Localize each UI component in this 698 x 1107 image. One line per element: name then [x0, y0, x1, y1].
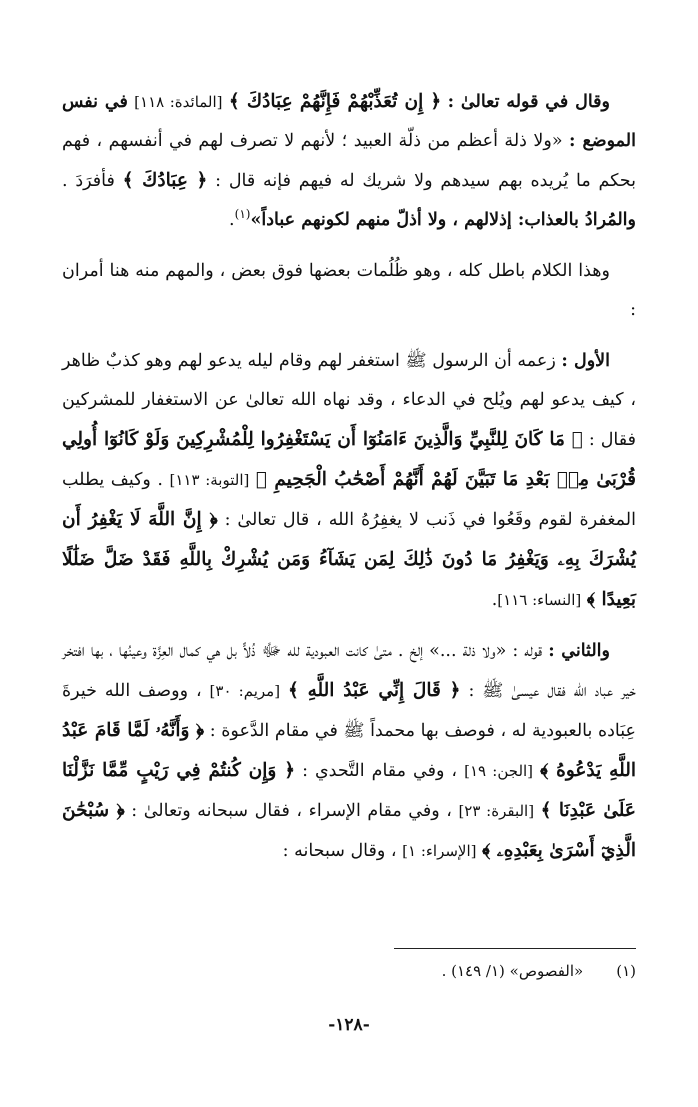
body-text: ، وقال سبحانه :	[282, 841, 397, 861]
footnote	[62, 958, 636, 984]
emphasis-text: والمُرادُ بالعذاب: إذلالهم ، ولا أذلّ منهم لكونهم عباداً»	[250, 210, 636, 230]
paragraph-4	[62, 632, 636, 871]
paragraph-3	[62, 342, 636, 620]
quran-verse: ﴿ سُبْحَٰنَ الَّذِيٓ أَسْرَىٰ بِعَبْدِهِۦ ﴾	[62, 800, 636, 861]
footnote-text: «الفصوص» (١/ ١٤٩) .	[441, 962, 584, 980]
page-number: -١٢٨-	[328, 1015, 370, 1035]
quran-verse: ﴿ مَا كَانَ لِلنَّبِيِّ وَالَّذِينَ ءَامَنُوٓا أَن يَسْتَغْفِرُوا لِلْمُشْرِكِينَ وَلَوْ كَانُوٓا أُولِي قُرْبَىٰ مِنۢ بَعْدِ مَا تَبَيَّنَ لَهُمْ أَنَّهُمْ أَصْحَٰبُ الْجَحِيمِ ﴾	[62, 429, 636, 490]
quran-verse: ﴿ عِبَادُكَ ﴾	[122, 170, 208, 191]
body-text: «ولا ذلة أعظم من ذلّة العبيد ؛ لأنهم لا تصرف لهم في أنفسهم ، فهم بحكم ما يُريده بهم سيدهم ولا شريك له فيهم فإنه قال :	[62, 131, 636, 191]
footnote-number: (١)	[616, 962, 636, 980]
verse-reference: [التوبة: ١١٣]	[169, 471, 250, 489]
main-text	[62, 82, 636, 875]
verse-reference: [المائدة: ١١٨]	[134, 93, 223, 111]
quran-verse: ﴿ وَإِن كُنتُمْ فِي رَيْبٍ مِّمَّا نَزَّلْنَا عَلَىٰ عَبْدِنَا ﴾	[62, 760, 636, 821]
body-text: ، وفي مقام الإسراء ، فقال سبحانه وتعالىٰ :	[131, 801, 452, 821]
verse-reference: [الجن: ١٩]	[464, 762, 534, 780]
paragraph-lead: الأول :	[561, 351, 610, 371]
emphasis-text: في نفس الموضع :	[62, 92, 636, 151]
quran-verse: ﴿ وَأَنَّهُۥ لَمَّا قَامَ عَبْدُ اللَّهِ يَدْعُوهُ ﴾	[62, 720, 636, 781]
verse-reference: [مريم: ٣٠]	[209, 682, 281, 700]
verse-reference: [الإسراء: ١]	[402, 842, 477, 860]
body-text: .	[491, 590, 498, 610]
paragraph-lead: والثاني :	[548, 641, 610, 661]
body-text: زعمه أن الرسول ﷺ استغفر لهم وقام ليله يدعو لهم وهو كذبٌ ظاهر ، كيف يدعو لهم ويُلح في الدعاء ، وقد نهاه الله تعالىٰ عن الاستغفار للمشركين فقال :	[62, 351, 636, 450]
body-text: وهذا الكلام باطل كله ، وهو ظُلُمات بعضها فوق بعض ، والمهم منه هنا أمران :	[62, 261, 636, 320]
quran-verse: ﴿ إِنَّ اللَّهَ لَا يَغْفِرُ أَن يُشْرَكَ بِهِۦ وَيَغْفِرُ مَا دُونَ ذَٰلِكَ لِمَن يَشَآءُ وَمَن يُشْرِكْ بِاللَّهِ فَقَدْ ضَلَّ ضَلَٰلًا بَعِيدًا ﴾	[62, 509, 636, 610]
footnote-marker[interactable]: (١)	[234, 207, 251, 222]
paragraph-1	[62, 82, 636, 240]
body-text: ، ووصف الله خيرةَ عِبَاده بالعبودية له ، فوصف بها محمداً ﷺ في مقام الدَّعوة :	[62, 681, 636, 741]
quran-verse: ﴿ إِن تُعَذِّبْهُمْ فَإِنَّهُمْ عِبَادُكَ ﴾	[228, 91, 442, 112]
footnote-divider	[394, 948, 636, 949]
body-text: ، وفي مقام التَّحدي :	[302, 761, 458, 781]
quran-verse: ﴿ قَالَ إِنِّي عَبْدُ اللَّهِ ﴾	[287, 680, 461, 701]
paragraph-lead: وقال في قوله تعالىٰ :	[447, 92, 610, 112]
body-text: .	[229, 210, 235, 230]
body-text: فأفرَدَ .	[62, 171, 115, 191]
verse-reference: [البقرة: ٢٣]	[458, 802, 535, 820]
verse-reference: [النساء: ١١٦]	[497, 591, 582, 609]
body-text: . وكيف يطلب المغفرة لقوم وقَعُوا في ذَنب لا يغفِرُهُ الله ، قال تعالىٰ :	[62, 470, 636, 530]
paragraph-2	[62, 252, 636, 330]
body-text: قوله : «ولا ذلة ...» إلخ . متىٰ كانت العبودية لله ﷻ ذُلاًّ بل هي كمال العِزَّة وعينُها ، بها افتخر خير عباد الله فقال عيسىٰ ﷺ :	[62, 641, 636, 701]
